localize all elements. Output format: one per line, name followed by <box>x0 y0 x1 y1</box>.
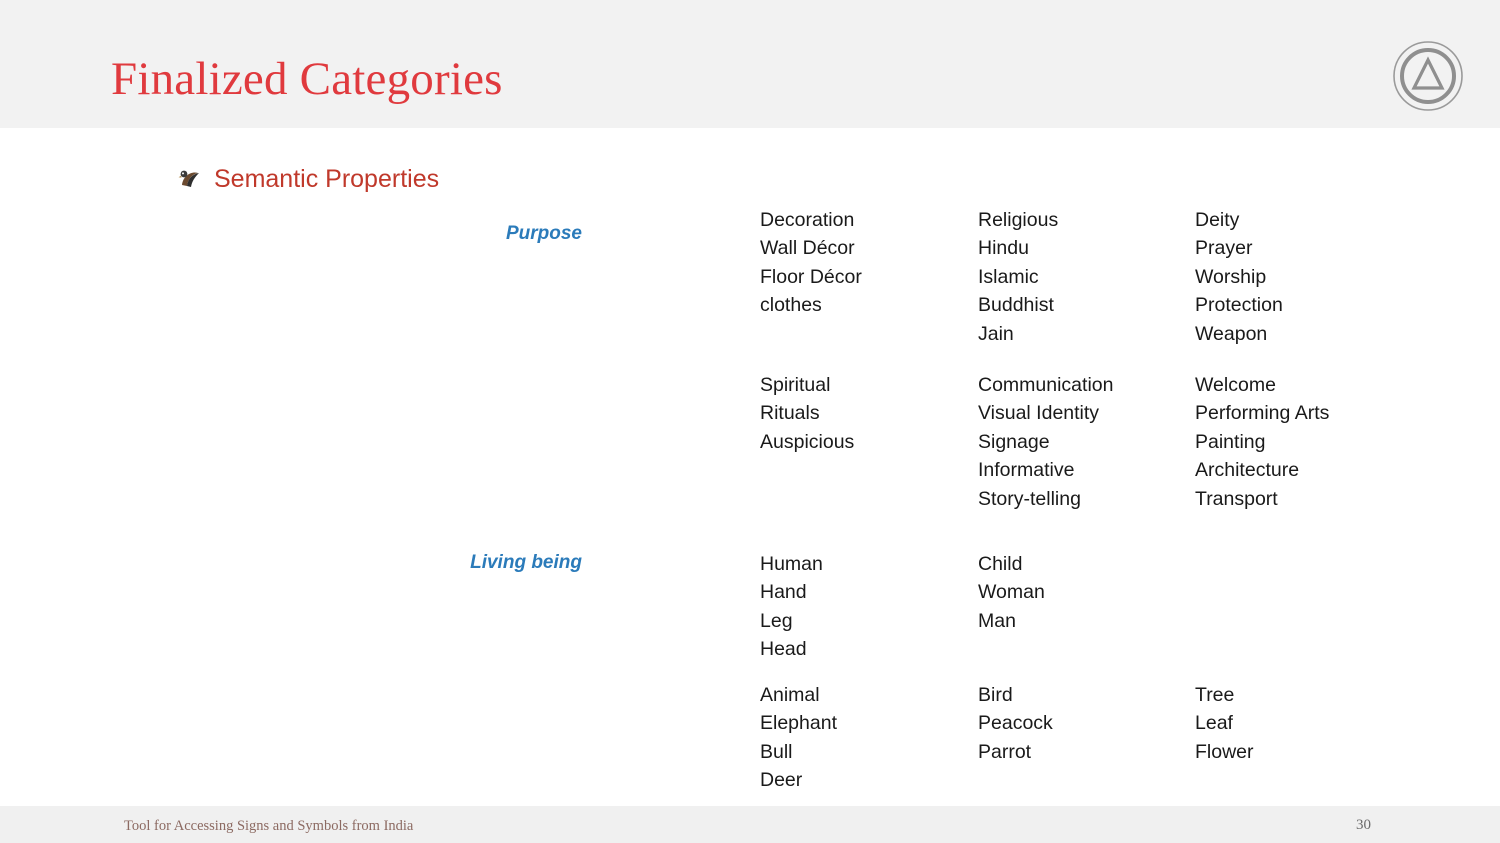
list-item: Communication <box>978 374 1114 396</box>
living-block2-col2 <box>978 681 1053 766</box>
list-item: Auspicious <box>760 430 855 453</box>
list-item: Leaf <box>1195 712 1233 735</box>
list-item: Transport <box>1195 487 1278 510</box>
list-item: Visual Identity <box>978 402 1100 425</box>
list-item: Peacock <box>978 712 1053 735</box>
list-item: Woman <box>978 581 1045 604</box>
living-block1-col2 <box>978 550 1045 635</box>
list-item: Child <box>978 553 1023 575</box>
list-item: Weapon <box>1195 322 1268 345</box>
list-item: Jain <box>978 322 1014 345</box>
list-item: Architecture <box>1195 459 1300 482</box>
list-item: clothes <box>760 294 822 317</box>
purpose-block2-col2 <box>978 371 1113 513</box>
list-item: Wall Décor <box>760 237 855 260</box>
purpose-block2-col3 <box>1195 371 1329 513</box>
list-item: Parrot <box>978 740 1032 763</box>
list-item: Elephant <box>760 712 837 735</box>
list-item: Informative <box>978 459 1075 482</box>
page-number: 30 <box>1356 817 1371 833</box>
group-label-living-being: Living being <box>470 552 582 573</box>
list-item: Head <box>760 638 807 661</box>
living-block1-col1 <box>760 550 823 664</box>
purpose-block1-col2 <box>978 206 1058 348</box>
purpose-block1-col3 <box>1195 206 1283 348</box>
list-item: Islamic <box>978 265 1039 288</box>
list-item: Buddhist <box>978 294 1054 317</box>
list-item: Rituals <box>760 402 820 425</box>
list-item: Bull <box>760 740 793 763</box>
purpose-block2-col1 <box>760 371 854 456</box>
list-item: Human <box>760 553 823 575</box>
list-item: Man <box>978 609 1016 632</box>
living-block2-col3 <box>1195 681 1254 766</box>
list-item: Signage <box>978 430 1050 453</box>
list-item: Flower <box>1195 740 1254 763</box>
list-item: Worship <box>1195 265 1267 288</box>
list-item: Deer <box>760 769 803 792</box>
list-item: Tree <box>1195 684 1235 706</box>
list-item: Animal <box>760 684 820 706</box>
list-item: Painting <box>1195 430 1266 453</box>
section-heading <box>178 166 439 192</box>
peacock-ornament-icon <box>178 166 204 192</box>
list-item: Welcome <box>1195 374 1276 396</box>
list-item: Bird <box>978 684 1013 706</box>
living-block2-col1 <box>760 681 837 795</box>
list-item: Deity <box>1195 209 1240 231</box>
list-item: Hindu <box>978 237 1029 260</box>
section-label: Semantic Properties <box>214 164 440 193</box>
list-item: Prayer <box>1195 237 1253 260</box>
list-item: Floor Décor <box>760 265 862 288</box>
list-item: Spiritual <box>760 374 831 396</box>
list-item: Decoration <box>760 209 855 231</box>
list-item: Story-telling <box>978 487 1081 510</box>
list-item: Protection <box>1195 294 1283 317</box>
group-label-purpose: Purpose <box>505 223 582 244</box>
footer-text: Tool for Accessing Signs and Symbols from India <box>124 818 414 834</box>
list-item: Leg <box>760 609 793 632</box>
list-item: Religious <box>978 209 1059 231</box>
purpose-block1-col1 <box>760 206 862 320</box>
list-item: Hand <box>760 581 807 604</box>
page-title: Finalized Categories <box>111 53 503 105</box>
circle-triangle-logo-icon <box>1392 40 1464 112</box>
list-item: Performing Arts <box>1195 402 1330 425</box>
